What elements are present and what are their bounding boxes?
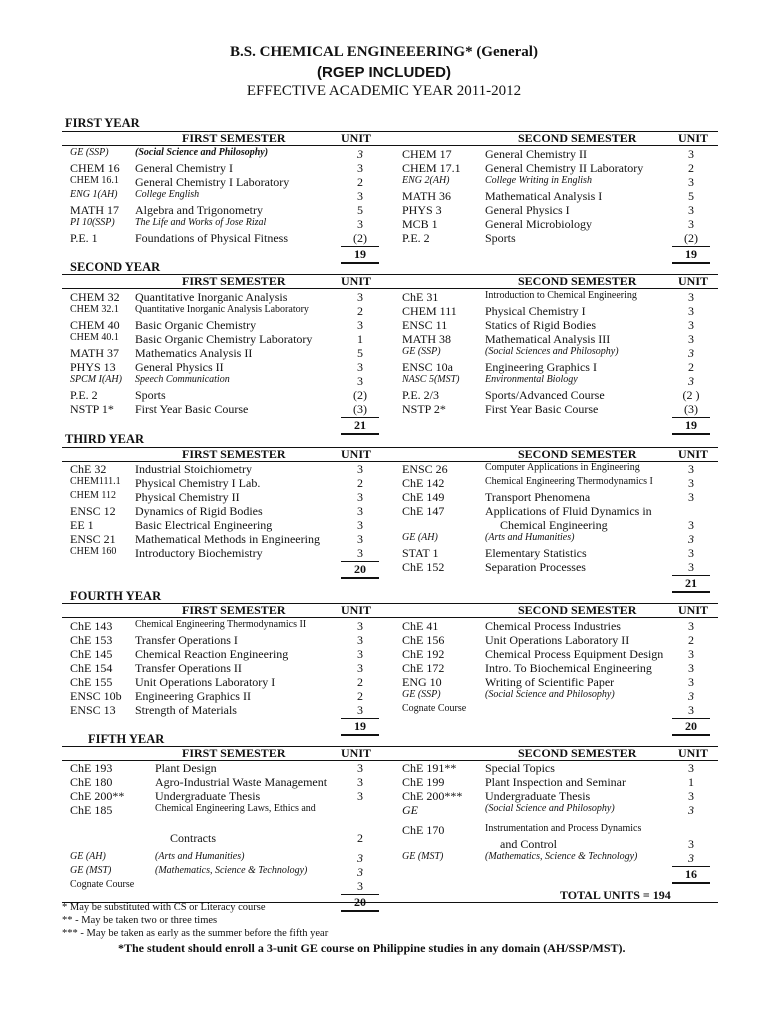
course-title: Agro-Industrial Waste Management: [155, 775, 328, 789]
course-units: 3: [357, 789, 363, 803]
course-title: Environmental Biology: [485, 374, 578, 385]
course-code: MCB 1: [402, 217, 438, 231]
course-title: Computer Applications in Engineering: [485, 462, 640, 473]
course-units: 3: [357, 546, 363, 560]
course-title: (Social Sciences and Philosophy): [485, 346, 619, 357]
course-title: Intro. To Biochemical Engineering: [485, 661, 652, 675]
course-title: College Writing in English: [485, 175, 592, 186]
course-code: NASC 5(MST): [402, 374, 460, 385]
course-units: 2: [688, 360, 694, 374]
course-code: NSTP 2*: [402, 402, 446, 416]
course-title: Mathematical Methods in Engineering: [135, 532, 320, 546]
semester-total: 19: [354, 247, 366, 261]
course-title: Statics of Rigid Bodies: [485, 318, 596, 332]
course-code: Cognate Course: [402, 703, 467, 714]
course-code: STAT 1: [402, 546, 439, 560]
course-title: Algebra and Trigonometry: [135, 203, 263, 217]
final-note: *The student should enroll a 3-unit GE course on Philippine studies in any domain (AH/SSP/MST).: [118, 941, 626, 955]
course-units: 2: [357, 689, 363, 703]
course-units: 3: [357, 462, 363, 476]
course-units: 1: [688, 775, 694, 789]
course-units: 3: [688, 532, 694, 546]
course-title: Engineering Graphics II: [135, 689, 251, 703]
year-title: THIRD YEAR: [65, 432, 145, 446]
course-units: 3: [357, 490, 363, 504]
course-units: 3: [357, 161, 363, 175]
course-code: ENSC 10a: [402, 360, 453, 374]
course-code: Cognate Course: [70, 879, 135, 890]
course-units: 3: [688, 203, 694, 217]
second-semester-header: SECOND SEMESTER: [518, 447, 637, 461]
year-title: FIFTH YEAR: [88, 732, 165, 746]
course-title: Industrial Stoichiometry: [135, 462, 252, 476]
course-code: ChE 152: [402, 560, 445, 574]
course-units: 3: [688, 476, 694, 490]
course-title: (Social Science and Philosophy): [485, 803, 615, 814]
course-code: P.E. 2/3: [402, 388, 440, 402]
course-units: 3: [357, 532, 363, 546]
course-units: 3: [357, 318, 363, 332]
course-code: P.E. 2: [70, 388, 98, 402]
effective-year: EFFECTIVE ACADEMIC YEAR 2011-2012: [246, 83, 522, 99]
course-code: ChE 200**: [70, 789, 125, 803]
footnote-1: * May be substituted with CS or Literacy course: [62, 902, 266, 913]
course-title: Contracts: [170, 831, 216, 845]
unit-header: UNIT: [678, 746, 709, 760]
unit-header: UNIT: [341, 603, 372, 617]
course-units: 3: [688, 332, 694, 346]
course-code: ChE 143: [70, 619, 113, 633]
course-code: P.E. 1: [70, 231, 98, 245]
course-title: Introductory Biochemistry: [135, 546, 263, 560]
course-title: Strength of Materials: [135, 703, 237, 717]
second-semester-header: SECOND SEMESTER: [518, 746, 637, 760]
semester-total: 19: [685, 247, 697, 261]
course-code: CHEM 16: [70, 161, 120, 175]
course-title: Undergraduate Thesis: [155, 789, 261, 803]
course-units: 5: [357, 346, 363, 360]
course-title: Foundations of Physical Fitness: [135, 231, 289, 245]
course-title: Applications of Fluid Dynamics in: [485, 504, 652, 518]
course-title: Undergraduate Thesis: [485, 789, 591, 803]
course-units: 3: [688, 837, 694, 851]
course-title: College English: [135, 189, 200, 200]
course-units: 3: [357, 761, 363, 775]
course-title: Special Topics: [485, 761, 555, 775]
course-title: Elementary Statistics: [485, 546, 587, 560]
course-title: Basic Organic Chemistry Laboratory: [135, 332, 313, 346]
course-code: ChE 41: [402, 619, 439, 633]
course-code: ChE 191**: [402, 761, 457, 775]
course-code: CHEM 32: [70, 290, 120, 304]
course-title: Writing of Scientific Paper: [485, 675, 615, 689]
course-code: MATH 37: [70, 346, 120, 360]
course-title: Quantitative Inorganic Analysis: [135, 290, 288, 304]
course-units: 5: [688, 189, 694, 203]
footnote-2: ** - May be taken two or three times: [62, 915, 218, 926]
semester-total: 19: [354, 719, 366, 733]
course-units: 3: [688, 175, 694, 189]
course-units: 3: [688, 761, 694, 775]
course-title: Transport Phenomena: [485, 490, 591, 504]
course-units: 3: [688, 546, 694, 560]
total-underline: [672, 591, 710, 593]
total-units: TOTAL UNITS = 194: [560, 888, 671, 902]
course-code: ChE 156: [402, 633, 445, 647]
course-units: 3: [688, 318, 694, 332]
course-code: ChE 170: [402, 823, 445, 837]
course-title: Chemical Engineering Thermodynamics II: [135, 619, 307, 630]
footnote-3: *** - May be taken as early as the summer before the fifth year: [62, 928, 329, 939]
course-units: 3: [688, 619, 694, 633]
course-units: 3: [357, 661, 363, 675]
course-units: (3): [684, 402, 698, 416]
course-title: Instrumentation and Process Dynamics: [485, 823, 642, 834]
rgep-subtitle: (RGEP INCLUDED): [317, 64, 451, 81]
total-underline: [341, 910, 379, 912]
course-units: 3: [357, 703, 363, 717]
first-semester-header: FIRST SEMESTER: [182, 274, 286, 288]
course-code: MATH 36: [402, 189, 452, 203]
course-code: ChE 172: [402, 661, 445, 675]
course-code: ChE 192: [402, 647, 445, 661]
course-code: ENSC 12: [70, 504, 116, 518]
course-units: 3: [357, 504, 363, 518]
header-underline: [62, 288, 718, 289]
total-underline: [672, 433, 710, 435]
course-code: ChE 31: [402, 290, 439, 304]
semester-total: 21: [685, 576, 697, 590]
course-title: Physical Chemistry II: [135, 490, 240, 504]
course-title: Mathematical Analysis I: [485, 189, 603, 203]
course-units: 3: [688, 560, 694, 574]
course-units: 3: [357, 619, 363, 633]
unit-header: UNIT: [678, 131, 709, 145]
course-units: (2): [684, 231, 698, 245]
course-title: Chemical Reaction Engineering: [135, 647, 289, 661]
course-title: Sports/Advanced Course: [485, 388, 605, 402]
course-title: (Social Science and Philosophy): [485, 689, 615, 700]
course-code: P.E. 2: [402, 231, 430, 245]
course-title: General Microbiology: [485, 217, 592, 231]
course-code: ENG 1(AH): [70, 189, 118, 200]
course-units: (2): [353, 388, 367, 402]
unit-header: UNIT: [341, 447, 372, 461]
course-code: GE (SSP): [402, 346, 441, 357]
total-underline: [341, 433, 379, 435]
course-code: ENSC 11: [402, 318, 448, 332]
unit-header: UNIT: [678, 447, 709, 461]
course-title: Engineering Graphics I: [485, 360, 597, 374]
course-units: 3: [688, 803, 694, 817]
course-code: ChE 153: [70, 633, 113, 647]
course-units: 3: [688, 789, 694, 803]
course-units: 3: [357, 290, 363, 304]
course-code: CHEM 16.1: [70, 175, 119, 186]
course-title: Chemical Engineering: [500, 518, 608, 532]
course-code: ChE 180: [70, 775, 113, 789]
course-units: 2: [357, 675, 363, 689]
course-code: ChE 142: [402, 476, 445, 490]
course-code: ChE 193: [70, 761, 113, 775]
course-units: 3: [688, 703, 694, 717]
course-code: PI 10(SSP): [70, 217, 115, 228]
course-units: 2: [357, 304, 363, 318]
course-title: Transfer Operations I: [135, 633, 238, 647]
semester-total: 20: [354, 895, 366, 909]
course-title: Chemical Engineering Thermodynamics I: [485, 476, 653, 487]
semester-total: 16: [685, 867, 697, 881]
first-semester-header: FIRST SEMESTER: [182, 603, 286, 617]
course-code: GE: [402, 803, 418, 817]
course-units: 2: [688, 161, 694, 175]
course-title: Basic Organic Chemistry: [135, 318, 257, 332]
course-title: Sports: [135, 388, 166, 402]
course-units: 3: [688, 490, 694, 504]
course-units: 3: [357, 189, 363, 203]
total-underline: [341, 577, 379, 579]
semester-total: 21: [354, 418, 366, 432]
course-units: 3: [688, 689, 694, 703]
course-code: ChE 155: [70, 675, 113, 689]
header-underline: [62, 617, 718, 618]
course-units: 3: [357, 879, 363, 893]
course-units: 5: [357, 203, 363, 217]
course-code: PHYS 3: [402, 203, 442, 217]
course-title: (Mathematics, Science & Technology): [485, 851, 638, 862]
course-units: 3: [357, 633, 363, 647]
course-units: (2 ): [682, 388, 700, 402]
unit-header: UNIT: [678, 274, 709, 288]
course-code: ChE 32: [70, 462, 107, 476]
course-title: Unit Operations Laboratory I: [135, 675, 276, 689]
course-title: General Physics II: [135, 360, 224, 374]
course-code: CHEM 17: [402, 147, 452, 161]
course-units: 3: [357, 217, 363, 231]
course-code: GE (SSP): [70, 147, 109, 158]
course-title: Basic Electrical Engineering: [135, 518, 273, 532]
unit-header: UNIT: [341, 746, 372, 760]
course-code: ChE 147: [402, 504, 445, 518]
course-units: (2): [353, 231, 367, 245]
course-title: Dynamics of Rigid Bodies: [135, 504, 263, 518]
course-title: Plant Design: [155, 761, 217, 775]
course-title: General Chemistry II Laboratory: [485, 161, 644, 175]
course-units: 3: [357, 851, 363, 865]
second-semester-header: SECOND SEMESTER: [518, 603, 637, 617]
semester-total: 20: [354, 562, 366, 576]
course-code: ChE 199: [402, 775, 445, 789]
bottom-rule: [62, 902, 718, 903]
total-underline: [672, 262, 710, 264]
course-title: Plant Inspection and Seminar: [485, 775, 626, 789]
course-code: GE (AH): [402, 532, 438, 543]
semester-total: 19: [685, 418, 697, 432]
course-units: 2: [357, 476, 363, 490]
course-title: First Year Basic Course: [135, 402, 249, 416]
course-units: 3: [688, 675, 694, 689]
course-code: ChE 185: [70, 803, 113, 817]
course-code: ENG 2(AH): [402, 175, 450, 186]
course-units: 3: [688, 851, 694, 865]
course-title: Separation Processes: [485, 560, 586, 574]
course-units: 3: [688, 346, 694, 360]
course-units: 3: [688, 647, 694, 661]
header-underline: [62, 145, 718, 146]
course-title: (Arts and Humanities): [155, 851, 245, 862]
course-code: CHEM111.1: [70, 476, 121, 487]
course-title: General Physics I: [485, 203, 570, 217]
course-units: (3): [353, 402, 367, 416]
course-code: MATH 38: [402, 332, 452, 346]
course-code: CHEM 112: [70, 490, 117, 501]
course-code: CHEM 17.1: [402, 161, 461, 175]
course-code: GE (MST): [402, 851, 444, 862]
unit-header: UNIT: [341, 274, 372, 288]
course-units: 3: [688, 147, 694, 161]
course-title: (Mathematics, Science & Technology): [155, 865, 308, 876]
semester-total: 20: [685, 719, 697, 733]
course-units: 3: [688, 661, 694, 675]
course-units: 1: [357, 332, 363, 346]
course-title: Speech Communication: [135, 374, 230, 385]
course-title: Unit Operations Laboratory II: [485, 633, 630, 647]
course-code: GE (SSP): [402, 689, 441, 700]
course-units: 2: [688, 633, 694, 647]
course-code: ENSC 10b: [70, 689, 122, 703]
course-units: 2: [357, 831, 363, 845]
course-code: ChE 200***: [402, 789, 463, 803]
course-title: Chemical Process Industries: [485, 619, 621, 633]
second-semester-header: SECOND SEMESTER: [518, 274, 637, 288]
course-units: 3: [688, 518, 694, 532]
course-code: ENSC 13: [70, 703, 116, 717]
course-title: First Year Basic Course: [485, 402, 599, 416]
course-title: Mathematical Analysis III: [485, 332, 611, 346]
course-code: ChE 149: [402, 490, 445, 504]
course-code: ChE 154: [70, 661, 113, 675]
course-code: ChE 145: [70, 647, 113, 661]
course-code: SPCM I(AH): [70, 374, 122, 385]
course-code: GE (MST): [70, 865, 112, 876]
course-code: PHYS 13: [70, 360, 116, 374]
course-title: Quantitative Inorganic Analysis Laboratory: [135, 304, 309, 315]
course-code: CHEM 40: [70, 318, 120, 332]
course-title: Sports: [485, 231, 516, 245]
course-title: (Social Science and Philosophy): [135, 147, 269, 158]
course-title: Mathematics Analysis II: [135, 346, 253, 360]
course-units: 3: [357, 147, 363, 161]
course-units: 3: [357, 647, 363, 661]
first-semester-header: FIRST SEMESTER: [182, 131, 286, 145]
course-title: Transfer Operations II: [135, 661, 242, 675]
course-code: CHEM 111: [402, 304, 457, 318]
year-title: SECOND YEAR: [70, 260, 161, 274]
first-semester-header: FIRST SEMESTER: [182, 447, 286, 461]
second-semester-header: SECOND SEMESTER: [518, 131, 637, 145]
unit-header: UNIT: [341, 131, 372, 145]
course-title: Introduction to Chemical Engineering: [485, 290, 637, 301]
course-title: (Arts and Humanities): [485, 532, 575, 543]
course-title: Physical Chemistry I Lab.: [135, 476, 261, 490]
course-code: CHEM 32.1: [70, 304, 119, 315]
total-underline: [341, 734, 379, 736]
course-title: The Life and Works of Jose Rizal: [135, 217, 267, 228]
course-units: 3: [357, 775, 363, 789]
course-code: ENG 10: [402, 675, 442, 689]
course-title: Chemical Process Equipment Design: [485, 647, 664, 661]
course-title: General Chemistry I Laboratory: [135, 175, 290, 189]
course-code: CHEM 160: [70, 546, 117, 557]
course-units: 3: [688, 462, 694, 476]
course-units: 3: [688, 290, 694, 304]
course-code: CHEM 40.1: [70, 332, 119, 343]
course-units: 3: [357, 865, 363, 879]
total-underline: [672, 734, 710, 736]
program-title: B.S. CHEMICAL ENGINEEERING* (General): [230, 44, 538, 60]
course-units: 3: [357, 360, 363, 374]
course-units: 3: [357, 374, 363, 388]
course-code: NSTP 1*: [70, 402, 114, 416]
course-units: 3: [688, 304, 694, 318]
course-units: 3: [688, 217, 694, 231]
total-underline: [672, 882, 710, 884]
course-code: EE 1: [70, 518, 94, 532]
course-code: ENSC 26: [402, 462, 448, 476]
year-title: FOURTH YEAR: [70, 589, 162, 603]
course-code: GE (AH): [70, 851, 106, 862]
course-units: 3: [357, 518, 363, 532]
course-title: General Chemistry I: [135, 161, 233, 175]
unit-header: UNIT: [678, 603, 709, 617]
course-code: ENSC 21: [70, 532, 116, 546]
course-title: Chemical Engineering Laws, Ethics and: [155, 803, 316, 814]
total-underline: [341, 262, 379, 264]
course-code: MATH 17: [70, 203, 120, 217]
year-title: FIRST YEAR: [65, 116, 140, 130]
course-title: General Chemistry II: [485, 147, 587, 161]
course-units: 3: [688, 374, 694, 388]
course-title: and Control: [500, 837, 557, 851]
first-semester-header: FIRST SEMESTER: [182, 746, 286, 760]
course-title: Physical Chemistry I: [485, 304, 586, 318]
course-units: 2: [357, 175, 363, 189]
